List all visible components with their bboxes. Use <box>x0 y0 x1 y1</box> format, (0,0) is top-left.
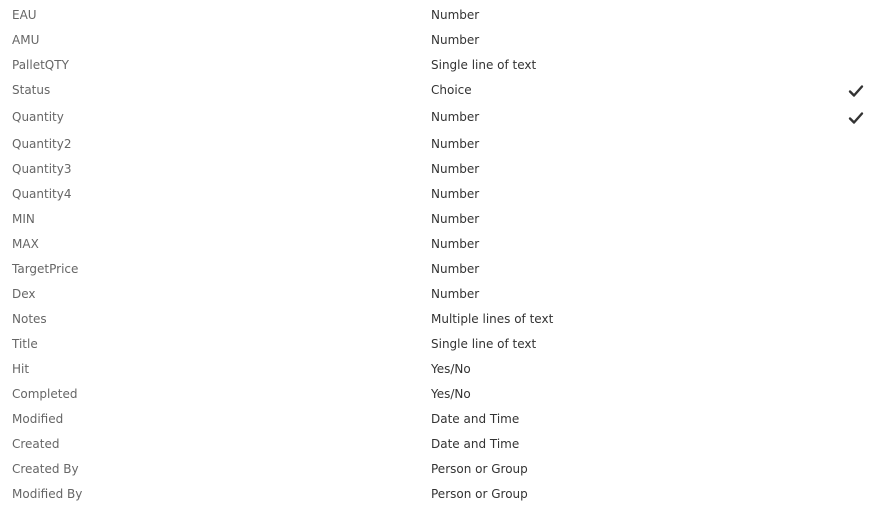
column-name-link[interactable]: AMU <box>12 33 40 47</box>
column-row-status <box>0 78 877 105</box>
column-row-completed <box>0 382 877 407</box>
column-row-hit <box>0 357 877 382</box>
checkmark-icon <box>848 83 864 99</box>
column-name-link[interactable]: Notes <box>12 312 47 326</box>
column-row-targetprice <box>0 257 877 282</box>
column-type: Number <box>431 110 480 124</box>
column-name-link[interactable]: Dex <box>12 287 36 301</box>
column-type: Date and Time <box>431 437 520 451</box>
column-name-link[interactable]: PalletQTY <box>12 58 69 72</box>
column-type: Number <box>431 137 480 151</box>
column-name-link[interactable]: Quantity2 <box>12 137 72 151</box>
column-row-amu <box>0 28 877 53</box>
column-row-modified <box>0 407 877 432</box>
column-type: Yes/No <box>431 387 471 401</box>
column-name-link[interactable]: Modified <box>12 412 64 426</box>
column-row-notes <box>0 307 877 332</box>
column-type: Number <box>431 162 480 176</box>
column-type: Choice <box>431 83 472 97</box>
column-row-quantity2 <box>0 132 877 157</box>
column-name-link[interactable]: MIN <box>12 212 35 226</box>
column-row-modified-by <box>0 482 877 507</box>
column-row-quantity4 <box>0 182 877 207</box>
column-name-link[interactable]: Created <box>12 437 60 451</box>
column-type: Single line of text <box>431 58 537 72</box>
columns-table <box>0 3 877 507</box>
column-row-quantity <box>0 105 877 132</box>
column-name-link[interactable]: EAU <box>12 8 37 22</box>
column-type: Date and Time <box>431 412 520 426</box>
column-name-link[interactable]: Title <box>12 337 38 351</box>
column-type: Person or Group <box>431 462 528 476</box>
column-type: Number <box>431 33 480 47</box>
column-name-link[interactable]: TargetPrice <box>12 262 79 276</box>
column-row-dex <box>0 282 877 307</box>
column-type: Number <box>431 187 480 201</box>
column-name-link[interactable]: Modified By <box>12 487 83 501</box>
column-type: Single line of text <box>431 337 537 351</box>
column-type: Person or Group <box>431 487 528 501</box>
column-name-link[interactable]: Quantity3 <box>12 162 72 176</box>
column-row-created-by <box>0 457 877 482</box>
column-row-palletqty <box>0 53 877 78</box>
column-row-created <box>0 432 877 457</box>
column-type: Multiple lines of text <box>431 312 554 326</box>
column-name-link[interactable]: Quantity4 <box>12 187 72 201</box>
column-name-link[interactable]: MAX <box>12 237 39 251</box>
column-name-link[interactable]: Quantity <box>12 110 64 124</box>
column-name-link[interactable]: Created By <box>12 462 79 476</box>
column-type: Number <box>431 212 480 226</box>
column-name-link[interactable]: Completed <box>12 387 78 401</box>
checkmark-icon <box>848 110 864 126</box>
column-row-max <box>0 232 877 257</box>
column-type: Yes/No <box>431 362 471 376</box>
column-type: Number <box>431 237 480 251</box>
column-row-title <box>0 332 877 357</box>
column-name-link[interactable]: Hit <box>12 362 30 376</box>
column-row-quantity3 <box>0 157 877 182</box>
column-row-eau <box>0 3 877 28</box>
column-type: Number <box>431 8 480 22</box>
column-name-link[interactable]: Status <box>12 83 51 97</box>
column-row-min <box>0 207 877 232</box>
column-type: Number <box>431 262 480 276</box>
column-type: Number <box>431 287 480 301</box>
